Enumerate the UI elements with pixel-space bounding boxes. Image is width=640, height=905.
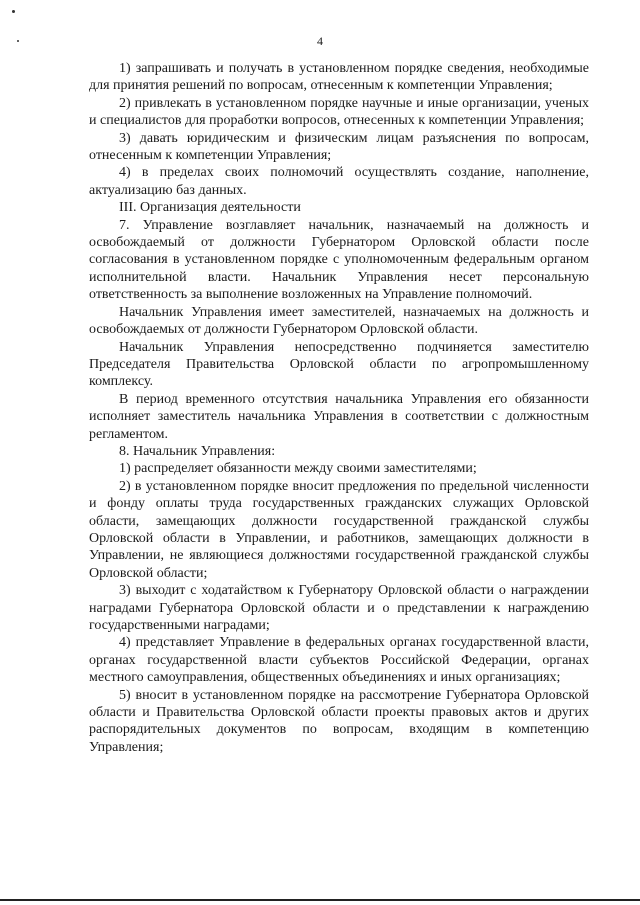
paragraph: 2) привлекать в установленном порядке научные и иные организации, ученых и специалистов для проработки вопросов, отнесенных к компетенции Управления; <box>89 95 589 129</box>
paragraph: 1) распределяет обязанности между своими заместителями; <box>119 461 477 477</box>
paragraph: 3) выходит с ходатайством к Губернатору Орловской области о награждении наградами Губернатора Орловской области и о представлении к награждению государственными наградами; <box>89 583 589 633</box>
paragraph: 8. Начальник Управления: <box>119 443 276 459</box>
paragraph: 3) давать юридическим и физическим лицам разъяснения по вопросам, отнесенным к компетенции Управления; <box>89 130 589 164</box>
paragraph: 4) представляет Управление в федеральных органах государственной власти, органах государственной власти субъектов Российской Федерации, органах местного самоуправления, общественных объединениях и иных организациях; <box>89 635 589 686</box>
section-heading: III. Организация деятельности <box>119 200 301 216</box>
document-body <box>89 60 589 756</box>
page-bottom-edge <box>0 899 640 901</box>
paragraph: 5) вносит в установленном порядке на рассмотрение Губернатора Орловской области и Правительства Орловской области проекты правовых актов и других распорядительных документов по вопросам, входящим в компетенцию Управления; <box>89 687 589 755</box>
paragraph: Начальник Управления имеет заместителей, назначаемых на должность и освобождаемых от должности Губернатором Орловской области. <box>89 304 589 338</box>
paragraph: Начальник Управления непосредственно подчиняется заместителю Председателя Правительства Орловской области по агропромышленному комплексу. <box>89 339 589 390</box>
paragraph: 4) в пределах своих полномочий осуществлять создание, наполнение, актуализацию баз данных. <box>89 165 589 198</box>
paragraph: В период временного отсутствия начальника Управления его обязанности исполняет заместитель начальника Управления в соответствии с должностным регламентом. <box>89 391 589 442</box>
scan-speck <box>12 10 15 13</box>
paragraph: 2) в установленном порядке вносит предложения по предельной численности и фонду оплаты труда государственных гражданских служащих Орловской области, замещающих должности государственной гражданской службы Орловской области в Управлении, и работников, замещающих должности в Управлении, не являющиеся должностями государственной гражданской службы Орловской области; <box>89 478 589 581</box>
paragraph: 1) запрашивать и получать в установленном порядке сведения, необходимые для принятия решений по вопросам, отнесенным к компетенции Управления; <box>89 61 589 94</box>
paragraph: 7. Управление возглавляет начальник, назначаемый на должность и освобождаемый от должности Губернатором Орловской области после согласования в установленном порядке с уполномоченным федеральным органом исполнительной власти. Начальник Управления несет персональную ответственность за выполнение возложенных на Управление полномочий. <box>89 217 589 303</box>
page-number: 4 <box>317 34 323 48</box>
